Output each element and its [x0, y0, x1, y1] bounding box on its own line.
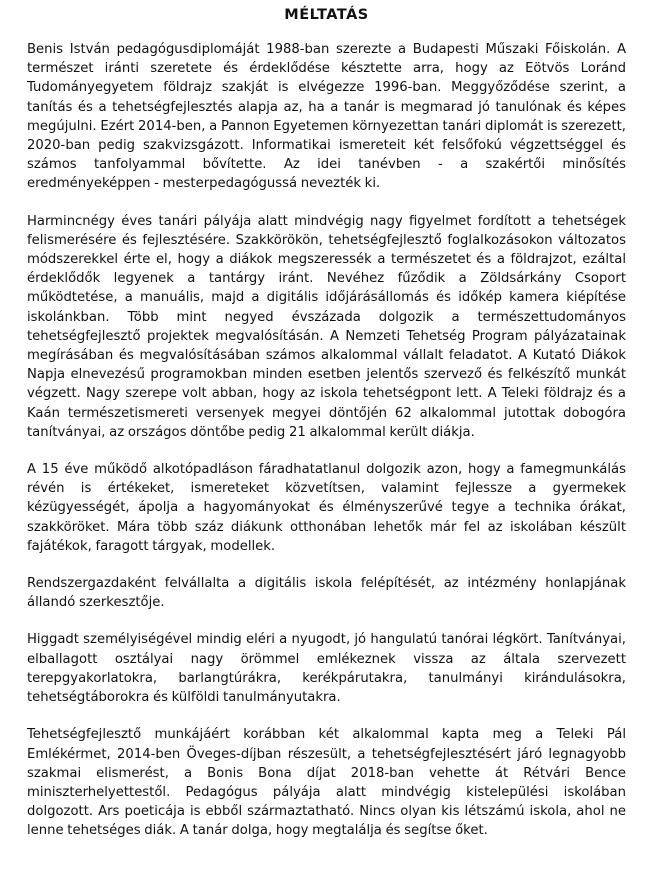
paragraph-workshop: A 15 éve működő alkotópadláson fáradhatatlanul dolgozik azon, hogy a famegmunkálás révén is értékeket, ismereteket közvetítsen, valamint fejlessze a gyermekek kézügyességét, ápolja a hagyományokat és élményszerűvé tegye a technika órákat, szakköröket. Mára több száz diákunk otthonában lehetők már fel az iskolában készült fajátékok, faragott tárgyak, modellek. — [27, 462, 626, 554]
document-body — [27, 40, 626, 841]
paragraph-system-admin: Rendszergazdaként felvállalta a digitális iskola felépítését, az intézmény honlapjának állandó szerkesztője. — [27, 576, 626, 611]
paragraph-personality: Higgadt személyiségével mindig eléri a nyugodt, jó hangulatú tanórai légkört. Tanítványai, elballagott osztályai nagy örömmel emlékeznek vissza az általa szervezett terepgyakorlatokra, barlangtúrákra, kerékpárutakra, tanulmányi kirándulásokra, tehetségtáborokra és külföldi tanulmányutakra. — [27, 632, 626, 706]
paragraph-education: Benis István pedagógusdiplomáját 1988-ban szerezte a Budapesti Műszaki Főiskolán. A természet iránti szeretete és érdeklődése késztette arra, hogy az Eötvös Loránd Tudományegyetem földrajz szakját is elvégezze 1996-ban. Meggyőződése szerint, a tanítás és a tehetségfejlesztés alapja az, ha a tanár is megmarad jó tanulónak és képes megújulni. Ezért 2014-ben, a Pannon Egyetemen környezettan tanári diplomát is szerezett, 2020-ban pedig szakvizsgázott. Informatikai ismereteit két felsőfokú végzettséggel és számos tanfolyammal bővítette. Az idei tanévben - a szakértői minősítés eredményeképpen - mesterpedagógussá nevezték ki. — [27, 42, 626, 192]
paragraph-awards: Tehetségfejlesztő munkájáért korábban két alkalommal kapta meg a Teleki Pál Emlékérmet, 2014-ben Öveges-díjban részesült, a tehetségfejlesztésért járó legnagyobb szakmai elismerést, a Bonis Bona díjat 2018-ban vehette át Rétvári Bence miniszterhelyettestől. Pedagógus pályája alatt mindvégig kistelepülési iskolában dolgozott. Ars poeticája is ebből származtatható. Nincs olyan kis létszámú iskola, ahol ne lenne tehetséges diák. A tanár dolga, hogy megtalálja és segítse őket. — [27, 727, 626, 839]
paragraph-talent-development: Harmincnégy éves tanári pályája alatt mindvégig nagy figyelmet fordított a tehetségek felismerésére és fejlesztésére. Szakkörökön, tehetségfejlesztő foglalkozásokon változatos módszerekkel érte el, hogy a diákok megszeressék a természetet és a földrajzot, ezáltal érdeklődők legyenek a tantárgy iránt. Nevéhez fűződik a Zöldsárkány Csoport működtetése, a manuális, majd a digitális időjárásállomás és időkép kamera kiépítése iskolánkban. Több mint negyed évszázada dolgozik a természettudományos tehetségfejlesztő projektek megvalósításán. A Nemzeti Tehetség Program pályázatainak megírásában és megvalósításában számos alkalommal vállalt feladatot. A Kutató Diákok Napja elnevezésű programokban minden esetben jelentős szervező és felkészítő munkát végzett. Nagy szerepe volt abban, hogy az iskola tehetségpont lett. A Teleki földrajz és a Kaán természetismereti versenyek megyei döntőjén 62 alkalommal jutottak dobogóra tanítványai, az országos döntőbe pedig 21 alkalommal került diákja. — [27, 213, 626, 440]
document-title: MÉLTATÁS — [284, 7, 369, 23]
